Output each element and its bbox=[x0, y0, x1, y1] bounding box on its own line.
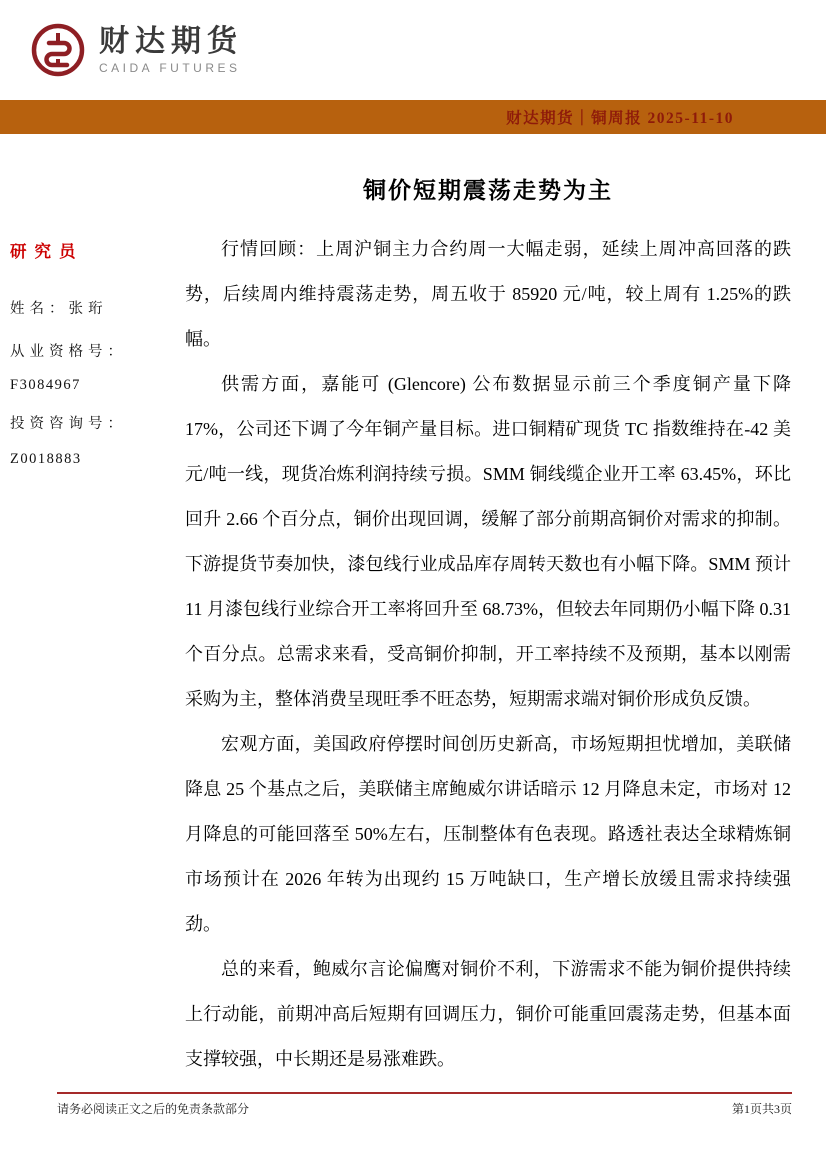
researcher-advisory-number: Z0018883 bbox=[10, 451, 82, 467]
page-number: 第1页共3页 bbox=[731, 1102, 792, 1116]
article-text bbox=[185, 227, 791, 1082]
caida-futures-logo-icon bbox=[30, 22, 86, 78]
page-footer bbox=[57, 1100, 792, 1117]
paragraph-conclusion: 总的来看，鲍威尔言论偏鹰对铜价不利，下游需求不能为铜价提供持续上行动能，前期冲高后短期有回调压力，铜价可能重回震荡走势，但基本面支撑较强，中长期还是易涨难跌。 bbox=[185, 959, 791, 1069]
researcher-cert-label: 从业资格号： bbox=[10, 344, 127, 360]
footer-divider bbox=[57, 1092, 792, 1094]
logo-text-block bbox=[99, 25, 243, 75]
researcher-advisory-label: 投资咨询号： bbox=[10, 416, 127, 432]
researcher-heading: 研究员 bbox=[10, 242, 84, 261]
researcher-name: 姓名：张珩 bbox=[10, 301, 108, 317]
company-name: 财达期货 bbox=[99, 25, 243, 58]
researcher-panel bbox=[10, 238, 178, 471]
paragraph-supply-demand: 供需方面，嘉能可 (Glencore) 公布数据显示前三个季度铜产量下降 17%，公司还下调了今年铜产量目标。进口铜精矿现货 TC 指数维持在-42 美元/吨一线，现货冶炼利润持续亏损。SMM 铜线缆企业开工率 63.45%，环比回升 2.66 个百分点，铜价出现回调，缓解了部分前期高铜价对需求的抑制。下游提货节奏加快，漆包线行业成品库存周转天数也有小幅下降。SMM 预计 11 月漆包线行业综合开工率将回升至 68.73%，但较去年同期仍小幅下降 0.31 个百分点。总需求来看，受高铜价抑制，开工率持续不及预期，基本以刚需采购为主，整体消费呈现旺季不旺态势，短期需求端对铜价形成负反馈。 bbox=[185, 374, 791, 709]
report-banner bbox=[0, 100, 826, 134]
paragraph-macro: 宏观方面，美国政府停摆时间创历史新高，市场短期担忧增加，美联储降息 25 个基点之后，美联储主席鲍威尔讲话暗示 12 月降息未定，市场对 12 月降息的可能回落至 50%左右，压制整体有色表现。路透社表达全球精炼铜市场预计在 2026 年转为出现约 15 万吨缺口，生产增长放缓且需求持续强劲。 bbox=[185, 734, 791, 934]
researcher-cert-number: F3084967 bbox=[10, 377, 81, 393]
footer-disclaimer: 请务必阅读正文之后的免责条款部分 bbox=[57, 1102, 250, 1116]
report-body bbox=[185, 172, 791, 1082]
banner-title-and-date: 财达期货｜铜周报 2025-11-10 bbox=[506, 110, 734, 127]
company-logo bbox=[30, 22, 243, 78]
report-title: 铜价短期震荡走势为主 bbox=[363, 177, 613, 203]
company-name-english: CAIDA FUTURES bbox=[99, 61, 241, 75]
paragraph-market-review: 行情回顾：上周沪铜主力合约周一大幅走弱，延续上周冲高回落的跌势，后续周内维持震荡走势，周五收于 85920 元/吨，较上周有 1.25%的跌幅。 bbox=[185, 239, 791, 349]
